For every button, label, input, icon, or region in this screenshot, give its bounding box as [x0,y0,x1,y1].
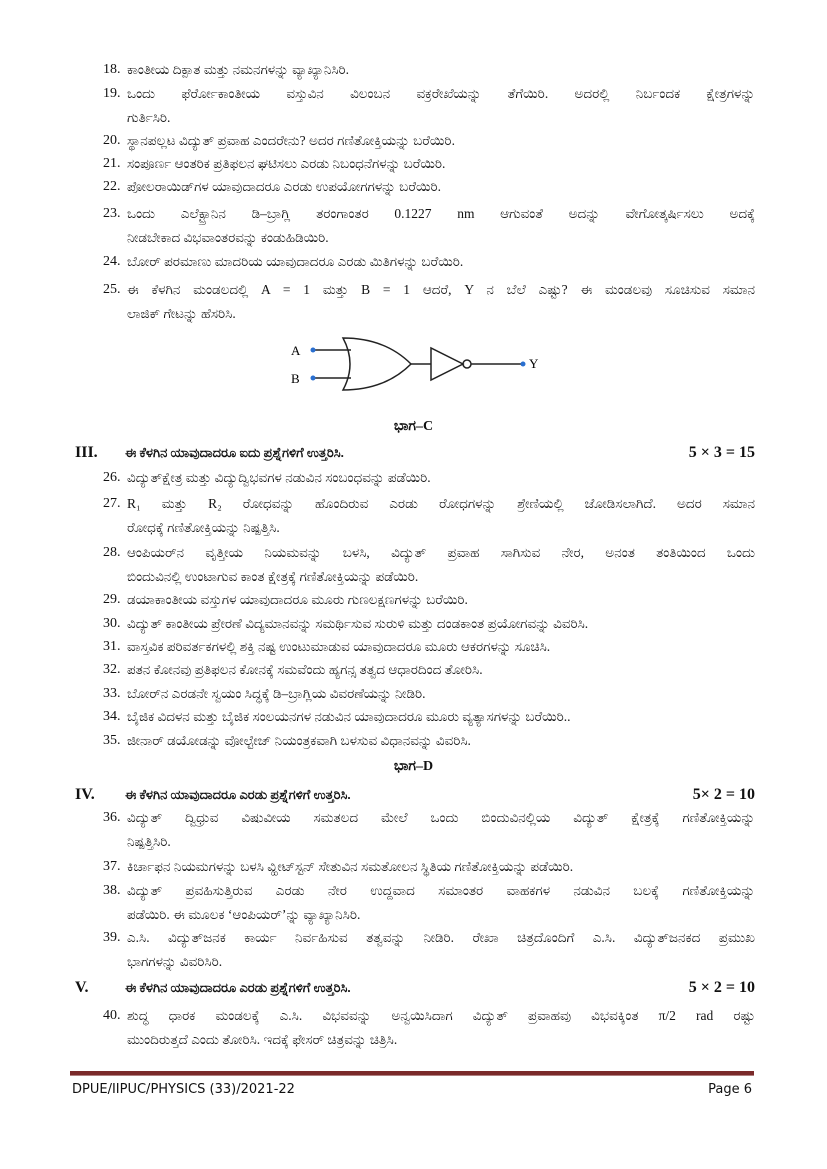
question-number: 29. [103,592,121,607]
question-item [103,175,755,199]
part-c-title: ಭಾಗ–C [393,419,434,434]
question-text-line: ಭಾಗಗಳನ್ನು ವಿವರಿಸಿರಿ. [127,953,223,969]
question-number: 36. [103,810,121,825]
question-item [103,541,755,588]
question-number: 21. [103,156,121,171]
question-number: 25. [103,282,121,297]
question-text-line: ಪತನ ಕೋನವು ಪ್ರತಿಫಲನ ಕೋನಕ್ಕೆ ಸಮವೆಂದು ಹ್ಯಗನ್ಸ ತತ್ವದ ಆಧಾರದಿಂದ ತೋರಿಸಿ. [127,662,483,677]
question-item [103,705,755,729]
section-instruction: ಈ ಕೆಳಗಿನ ಯಾವುದಾದರೂ ಎರಡು ಪ್ರಶ್ನೆಗಳಿಗೆ ಉತ್ತರಿಸಿ. [125,980,351,995]
question-number: 19. [103,86,121,101]
question-text-line: R₁ ಮತ್ತು R₂ ರೋಧವನ್ನು ಹೊಂದಿರುವ ಎರಡು ರೋಧಗಳನ್ನು ಶ್ರೇಣಿಯಲ್ಲಿ ಜೋಡಿಸಲಾಗಿದೆ. ಅದರ ಸಮಾನ [127,496,755,511]
question-item [103,278,755,325]
question-text-line: ಆಂಪಿಯರ್‌ನ ವೃತ್ತೀಯ ನಿಯಮವನ್ನು ಬಳಸಿ, ವಿದ್ಯುತ್ ಪ್ರವಾಹ ಸಾಗಿಸುವ ನೇರ, ಅನಂತ ತಂತಿಯಿಂದ ಒಂದು [127,545,755,560]
question-number: 37. [103,859,121,874]
question-text-line: ಪೋಲರಾಯಿಡ್‌ಗಳ ಯಾವುದಾದರೂ ಎರಡು ಉಪಯೋಗಗಳನ್ನು ಬರೆಯಿರಿ. [127,179,441,194]
question-number: 38. [103,883,121,898]
question-text-line: ವಾಸ್ತವಿಕ ಪರಿವರ್ತಕಗಳಲ್ಲಿ ಶಕ್ತಿ ನಷ್ಟ ಉಂಟುಮಾಡುವ ಯಾವುದಾದರೂ ಮೂರು ಆಕರಗಳನ್ನು ಸೂಚಿಸಿ. [127,639,551,654]
question-text-line: ಬೈಜಿಕ ವಿದಳನ ಮತ್ತು ಬೈಜಿಕ ಸಂಲಯನಗಳ ನಡುವಿನ ಯಾವುದಾದರೂ ಮೂರು ವ್ಯತ್ಯಾಸಗಳನ್ನು ಬರೆಯಿರಿ.. [127,709,571,724]
output-y-label: Y [529,356,539,371]
question-item [103,202,755,249]
logic-circuit-diagram [285,330,555,395]
question-item [103,926,755,973]
question-text-line: ಬೋರ್‌ನ ಎರಡನೇ ಸ್ವಯಂ ಸಿದ್ಧಕ್ಕೆ ಡಿ–ಬ್ರಾಗ್ಲಿಯ ವಿವರಣೆಯನ್ನು ನೀಡಿರಿ. [127,686,426,701]
input-a-label: A [291,343,301,358]
question-item [103,879,755,926]
question-item [103,492,755,539]
section-instruction: ಈ ಕೆಳಗಿನ ಯಾವುದಾದರೂ ಐದು ಪ್ರಶ್ನೆಗಳಿಗೆ ಉತ್ತರಿಸಿ. [125,445,344,460]
question-item [103,658,755,682]
footer-code: DPUE/IIPUC/PHYSICS (33)/2021-22 [72,1082,295,1097]
question-text-line: ವಿದ್ಯುತ್‌ಕ್ಷೇತ್ರ ಮತ್ತು ವಿದ್ಯುದ್ವಿಭವಗಳ ನಡುವಿನ ಸಂಬಂಧವನ್ನು ಪಡೆಯಿರಿ. [127,470,431,485]
input-b-terminal [311,376,316,381]
question-text-line: ಜೀನಾರ್ ಡಯೋಡನ್ನು ವೋಲ್ಟೇಜ್ ನಿಯಂತ್ರಕವಾಗಿ ಬಳಸುವ ವಿಧಾನವನ್ನು ವಿವರಿಸಿ. [127,733,471,748]
section-marks: 5 × 2 = 10 [688,979,755,996]
question-text-line: ಸಂಪೂರ್ಣ ಆಂತರಿಕ ಪ್ರತಿಫಲನ ಘಟಿಸಲು ಎರಡು ನಿಬಂಧನೆಗಳನ್ನು ಬರೆಯಿರಿ. [127,156,446,171]
question-number: 24. [103,254,121,269]
section-number: IV. [75,786,95,803]
question-number: 40. [103,1008,121,1023]
question-text-line: ಬೋರ್ ಪರಮಾಣು ಮಾದರಿಯ ಯಾವುದಾದರೂ ಎರಡು ಮಿತಿಗಳನ್ನು ಬರೆಯಿರಿ. [127,254,464,269]
or-gate [343,338,411,390]
question-item [103,612,755,636]
question-item [103,855,755,879]
question-text-line: ಗುರ್ತಿಸಿರಿ. [127,109,171,125]
question-number: 28. [103,545,121,560]
question-text-line: ಪಡೆಯಿರಿ. ಈ ಮೂಲಕ ‘ಆಂಪಿಯರ್’ನ್ನು ವ್ಯಾಖ್ಯಾನಿಸಿರಿ. [127,906,361,922]
question-item [103,82,755,129]
section-v-header [75,976,755,1000]
question-number: 18. [103,62,121,77]
question-text-line: ಮುಂದಿರುತ್ತದೆ ಎಂದು ತೋರಿಸಿ. ಇದಕ್ಕೆ ಫೇಸರ್ ಚಿತ್ರವನ್ನು ಚಿತ್ರಿಸಿ. [127,1031,398,1047]
section-number: V. [75,979,89,996]
question-text-line: ಸ್ಥಾನಪಲ್ಲಟ ವಿದ್ಯುತ್ ಪ್ರವಾಹ ಎಂದರೇನು? ಅದರ ಗಣಿತೋಕ್ತಿಯನ್ನು ಬರೆಯಿರಿ. [127,133,455,148]
section-instruction: ಈ ಕೆಳಗಿನ ಯಾವುದಾದರೂ ಎರಡು ಪ್ರಶ್ನೆಗಳಿಗೆ ಉತ್ತರಿಸಿ. [125,787,351,802]
part-d-title: ಭಾಗ–D [393,759,434,774]
question-number: 34. [103,709,121,724]
output-terminal [521,362,526,367]
question-text-line: ವಿದ್ಯುತ್ ಕಾಂತೀಯ ಪ್ರೇರಣೆ ವಿದ್ಯಮಾನವನ್ನು ಸಮರ್ಥಿಸುವ ಸುರುಳಿ ಮತ್ತು ದಂಡಕಾಂತ ಪ್ರಯೋಗವನ್ನು ವಿವರಿಸಿ. [127,616,589,631]
question-item [103,250,755,274]
question-item [103,682,755,706]
question-text-line: ಒಂದು ಫೆರ್ರೋಕಾಂತೀಯ ವಸ್ತುವಿನ ವಿಲಂಬನ ವಕ್ರರೇಖೆಯನ್ನು ತೆಗೆಯಿರಿ. ಅದರಲ್ಲಿ ನಿರ್ಬಂದಕ ಕ್ಷೇತ್ರಗಳನ್ನು [127,86,755,101]
question-number: 32. [103,662,121,677]
question-text-line: ವಿದ್ಯುತ್ ದ್ವಿಧ್ರುವ ವಿಷುವೀಯ ಸಮತಲದ ಮೇಲೆ ಒಂದು ಬಿಂದುವಿನಲ್ಲಿಯ ವಿದ್ಯುತ್ ಕ್ಷೇತ್ರಕ್ಕೆ ಗಣಿತೋಕ್ತಿಯನ್ನು [127,810,755,825]
question-text-line: ನಿಷ್ಪತ್ತಿಸಿರಿ. [127,833,171,849]
question-text-line: ಬಿಂದುವಿನಲ್ಲಿ ಉಂಟಾಗುವ ಕಾಂತ ಕ್ಷೇತ್ರಕ್ಕೆ ಗಣಿತೋಕ್ತಿಯನ್ನು ಪಡೆಯಿರಿ. [127,568,419,584]
input-a-terminal [311,348,316,353]
question-text-line: ಎ.ಸಿ. ವಿದ್ಯುತ್‌ಜನಕ ಕಾರ್ಯ ನಿರ್ವಹಿಸುವ ತತ್ವವನ್ನು ನೀಡಿರಿ. ರೇಖಾ ಚಿತ್ರದೊಂದಿಗೆ ಎ.ಸಿ. ವಿದ್ಯುತ್‌ಜನಕದ ಪ್ರಮುಖ [127,930,755,945]
section-marks: 5 × 3 = 15 [688,444,755,461]
question-number: 31. [103,639,121,654]
question-number: 39. [103,930,121,945]
question-text-line: ಕಾಂತೀಯ ದಿಕ್ಪಾತ ಮತ್ತು ನಮನಗಳನ್ನು ವ್ಯಾಖ್ಯಾನಿಸಿರಿ. [127,62,350,77]
question-item [103,466,755,490]
page-number: Page 6 [708,1082,752,1097]
question-text-line: ರೋಧಕ್ಕೆ ಗಣಿತೋಕ್ತಿಯನ್ನು ನಿಷ್ಪತ್ತಿಸಿ. [127,519,280,535]
input-b-label: B [291,371,300,386]
question-text-line: ನೀಡಬೇಕಾದ ವಿಭವಾಂತರವನ್ನು ಕಂಡುಹಿಡಿಯಿರಿ. [127,229,329,245]
section-iv-header [75,783,755,807]
question-item [103,58,755,82]
question-item [103,152,755,176]
question-text-line: ವಿದ್ಯುತ್ ಪ್ರವಹಿಸುತ್ತಿರುವ ಎರಡು ನೇರ ಉದ್ದವಾದ ಸಮಾಂತರ ವಾಹಕಗಳ ನಡುವಿನ ಬಲಕ್ಕೆ ಗಣಿತೋಕ್ತಿಯನ್ನು [127,883,755,898]
section-iii-header [75,441,755,465]
question-number: 20. [103,133,121,148]
question-item [103,806,755,853]
question-number: 35. [103,733,121,748]
question-text-line: ಕಿರ್ಚಾಫನ ನಿಯಮಗಳನ್ನು ಬಳಸಿ ವ್ಹೀಟ್‌ಸ್ಟನ್ ಸೇತುವಿನ ಸಮತೋಲನ ಸ್ಥಿತಿಯ ಗಣಿತೋಕ್ತಿಯನ್ನು ಪಡೆಯಿರಿ. [127,859,574,874]
section-marks: 5× 2 = 10 [692,786,755,803]
question-item [103,635,755,659]
question-number: 33. [103,686,121,701]
section-number: III. [75,444,98,461]
not-gate [431,348,463,380]
question-number: 23. [103,206,121,221]
question-number: 22. [103,179,121,194]
question-number: 27. [103,496,121,511]
footer-rule [70,1071,754,1076]
question-item [103,588,755,612]
question-item [103,729,755,753]
question-text-line: ಲಾಜಿಕ್ ಗೇಟನ್ನು ಹೆಸರಿಸಿ. [127,305,236,321]
question-item [103,1004,755,1051]
question-item [103,129,755,153]
question-text-line: ಈ ಕೆಳಗಿನ ಮಂಡಲದಲ್ಲಿ A = 1 ಮತ್ತು B = 1 ಆದರೆ, Y ನ ಬೆಲೆ ಎಷ್ಟು? ಈ ಮಂಡಲವು ಸೂಚಿಸುವ ಸಮಾನ [127,282,755,297]
question-text-line: ಒಂದು ಎಲೆಕ್ಟ್ರಾನಿನ ಡಿ–ಬ್ರಾಗ್ಲಿ ತರಂಗಾಂತರ 0.1227 nm ಆಗುವಂತೆ ಅದನ್ನು ವೇಗೋತ್ಕರ್ಷಿಸಲು ಅದಕ್ಕೆ [127,206,755,221]
question-number: 26. [103,470,121,485]
question-number: 30. [103,616,121,631]
question-text-line: ಶುದ್ಧ ಧಾರಕ ಮಂಡಲಕ್ಕೆ ಎ.ಸಿ. ವಿಭವವನ್ನು ಅನ್ವಯಿಸಿದಾಗ ವಿದ್ಯುತ್ ಪ್ರವಾಹವು ವಿಭವಕ್ಕಿಂತ π/2 rad ರಷ್ಟು [127,1008,755,1023]
question-text-line: ಡಯಾಕಾಂತೀಯ ವಸ್ತುಗಳ ಯಾವುದಾದರೂ ಮೂರು ಗುಣಲಕ್ಷಣಗಳನ್ನು ಬರೆಯಿರಿ. [127,592,468,607]
